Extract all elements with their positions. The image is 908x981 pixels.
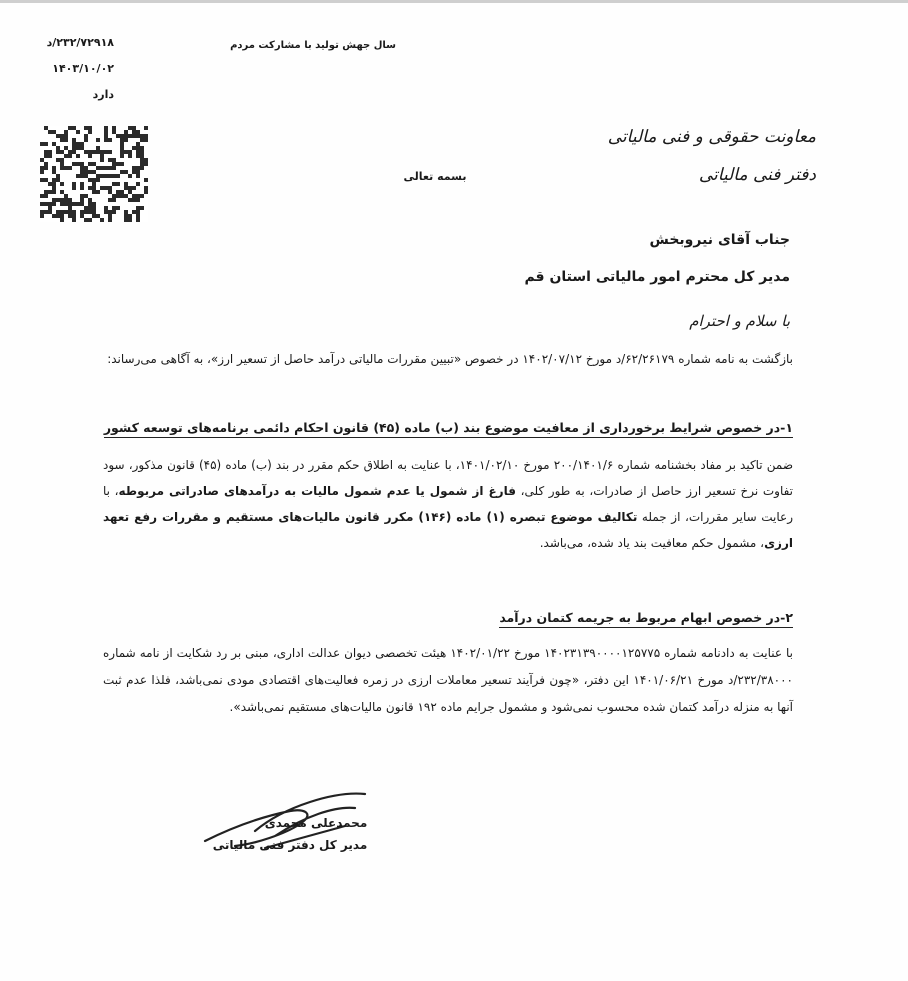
section-1-bold-1: فارغ از شمول یا عدم شمول مالیات به درآمدهای صادراتی مربوطه (118, 484, 516, 498)
section-1-text-a: ضمن تاکید بر مفاد بخشنامه شماره ۲۰۰/۱۴۰۱/۶ مورخ ۱۴۰۱/۰۲/۱۰، با عنایت به اطلاق حکم مقرر در بند (ب) ماده (۴۵) قانون مذکور، سود تفاوت نرخ تسعیر ارز حاصل از صادرات، به طور کلی، (103, 458, 794, 498)
letter-meta (34, 30, 114, 108)
section-1-body (103, 452, 793, 556)
section-2-heading-text: ۲-در خصوص ابهام مربوط به جریمه کتمان درآمد (499, 610, 793, 628)
letter-date: ۱۴۰۳/۱۰/۰۲ (52, 62, 114, 75)
recipient-title: مدیر کل محترم امور مالیاتی استان قم (524, 269, 790, 285)
scan-edge (0, 0, 908, 3)
department-line-2: دفتر فنی مالیاتی (698, 165, 816, 185)
section-2-heading (103, 610, 793, 625)
year-slogan: سال جهش تولید با مشارکت مردم (230, 40, 396, 51)
section-2-body: با عنایت به دادنامه شماره ۱۴۰۲۳۱۳۹۰۰۰۰۱۲۵۷۷۵ مورخ ۱۴۰۲/۰۱/۲۲ هیئت تخصصی دیوان عدالت اداری، مبنی بر رد شکایت از نامه شماره ۲۳۲/۳۸۰۰۰/د مورخ ۱۴۰۱/۰۶/۲۱ این دفتر، «چون فرآیند تسعیر معاملات ارزی در زمره فعالیت‌های اقتصادی مودی نمی‌باشد، فلذا عدم ثبت آنها به منزله درآمد کتمان شده محسوب نمی‌شود و مشمول جرایم ماده ۱۹۲ قانون مالیات‌های مستقیم نمی‌باشد». (103, 646, 794, 714)
section-1-text-b: ، با رعایت سایر مقررات، از جمله (103, 484, 793, 524)
salutation: با سلام و احترام (689, 312, 790, 330)
bismillah: بسمه تعالی (403, 170, 467, 183)
section-1-heading (103, 420, 793, 435)
section-1-bold-2: تکالیف موضوع تبصره (۱) ماده (۱۴۶) مکرر قانون مالیات‌های مستقیم و مقررات رفع تعهد ارزی (103, 510, 793, 550)
signatory-title: مدیر کل دفتر فنی مالیاتی (212, 838, 368, 852)
department-line-1: معاونت حقوقی و فنی مالیاتی (607, 127, 816, 147)
qr-code-icon (40, 126, 148, 222)
department-header (556, 118, 816, 194)
recipient-name: جناب آقای نیروبخش (649, 232, 790, 248)
recipient-block (330, 222, 790, 296)
letter-attachment: دارد (92, 88, 114, 101)
intro-paragraph: بازگشت به نامه شماره ۶۲/۲۶۱۷۹/د مورخ ۱۴۰۲/۰۷/۱۲ در خصوص «تبیین مقررات مالیاتی درآمد حاصل از تسعیر ارز»، به آگاهی می‌رساند: (107, 352, 793, 366)
section-1-text-c: ، مشمول حکم معافیت بند یاد شده، می‌باشد. (539, 536, 765, 550)
signatory-name: محمدعلی محمدی (264, 816, 368, 830)
section-1-heading-text: ۱-در خصوص شرایط برخورداری از معافیت موضوع بند (ب) ماده (۴۵) قانون احکام دائمی برنامه‌های توسعه کشور (104, 420, 793, 438)
letter-number: ۲۳۲/۷۲۹۱۸/د (46, 36, 114, 49)
